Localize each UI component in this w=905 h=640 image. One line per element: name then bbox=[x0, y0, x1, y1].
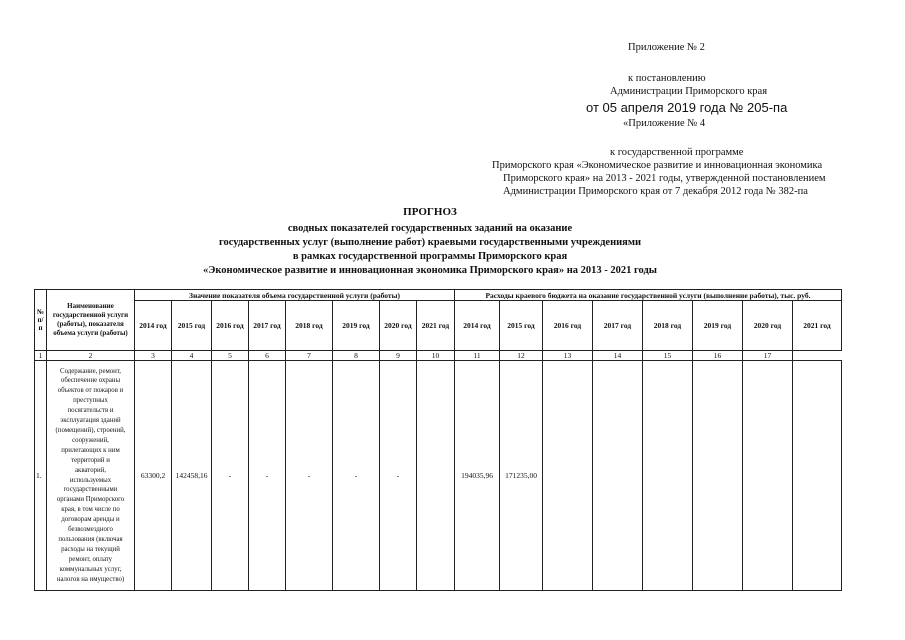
header-year: 2017 год bbox=[249, 301, 286, 351]
description-line: ремонт, оплату bbox=[68, 555, 113, 563]
title-line-1: сводных показателей государственных заданий на оказание bbox=[287, 223, 573, 234]
header-year: 2020 год bbox=[380, 301, 417, 351]
description-line: акваторий, bbox=[75, 466, 106, 474]
description-line: (помещений), строений, bbox=[55, 426, 126, 434]
column-number: 2 bbox=[47, 351, 135, 361]
decree-line-1: к постановлению bbox=[628, 73, 706, 84]
column-number: 3 bbox=[135, 351, 172, 361]
header-year: 2014 год bbox=[135, 301, 172, 351]
description-line: территорий и bbox=[71, 456, 110, 464]
value-cell bbox=[693, 361, 743, 591]
column-number: 5 bbox=[212, 351, 249, 361]
description-line: пользования (включая bbox=[58, 535, 123, 543]
column-number: 7 bbox=[286, 351, 333, 361]
table-row bbox=[35, 361, 842, 591]
description-line: сооружений, bbox=[72, 436, 109, 444]
value-cell: 142458,16 bbox=[172, 361, 212, 591]
column-number: 9 bbox=[380, 351, 417, 361]
column-number: 6 bbox=[249, 351, 286, 361]
column-number: 10 bbox=[417, 351, 455, 361]
header-num: № п/п bbox=[35, 290, 47, 351]
value-cell bbox=[643, 361, 693, 591]
column-number: 11 bbox=[455, 351, 500, 361]
description-line: государственными bbox=[63, 486, 118, 494]
program-line-2: Приморского края «Экономическое развитие и инновационная экономика bbox=[492, 160, 823, 171]
title-main: ПРОГНОЗ bbox=[403, 206, 457, 218]
decree-line-2: Администрации Приморского края bbox=[610, 86, 768, 97]
header-year: 2015 год bbox=[500, 301, 543, 351]
description-line: расходы на текущий bbox=[61, 545, 120, 553]
value-cell bbox=[593, 361, 643, 591]
appendix-4-label: «Приложение № 4 bbox=[623, 118, 706, 129]
description-line: края, в том числе по bbox=[61, 506, 120, 514]
header-year: 2019 год bbox=[333, 301, 380, 351]
row-number: 1. bbox=[35, 361, 47, 591]
column-number: 13 bbox=[543, 351, 593, 361]
document-title bbox=[130, 205, 730, 278]
row-description bbox=[47, 361, 135, 591]
column-number: 17 bbox=[743, 351, 793, 361]
title-line-3: в рамках государственной программы Приморского края bbox=[292, 251, 568, 262]
value-cell: - bbox=[333, 361, 380, 591]
description-line: органами Приморского bbox=[56, 496, 125, 504]
value-cell: - bbox=[249, 361, 286, 591]
value-cell: - bbox=[286, 361, 333, 591]
program-line-4: Администрации Приморского края от 7 декабря 2012 года № 382-па bbox=[503, 186, 808, 197]
description-line: Содержание, ремонт, bbox=[60, 367, 121, 375]
value-cell: 171235,00 bbox=[500, 361, 543, 591]
description-line: налогов на имущество) bbox=[56, 575, 125, 583]
header-year: 2016 год bbox=[212, 301, 249, 351]
column-number: 12 bbox=[500, 351, 543, 361]
header-year: 2016 год bbox=[543, 301, 593, 351]
header-volume-group: Значение показателя объема государственной услуги (работы) bbox=[135, 290, 455, 301]
description-line: объектов от пожаров и bbox=[57, 387, 124, 395]
description-line: коммунальных услуг, bbox=[59, 565, 122, 573]
value-cell: - bbox=[212, 361, 249, 591]
description-line: посягательств и bbox=[67, 407, 114, 415]
value-cell bbox=[417, 361, 455, 591]
value-cell: 194035,96 bbox=[455, 361, 500, 591]
header-year: 2019 год bbox=[693, 301, 743, 351]
header-year: 2018 год bbox=[643, 301, 693, 351]
header-year: 2014 год bbox=[455, 301, 500, 351]
description-line: преступных bbox=[73, 397, 108, 405]
title-line-4: «Экономическое развитие и инновационная экономика Приморского края» на 2013 - 2021 годы bbox=[203, 265, 657, 276]
title-line-2: государственных услуг (выполнение работ) краевыми государственными учреждениями bbox=[218, 237, 642, 248]
description-line: безвозмездного bbox=[68, 526, 113, 534]
program-line-3: Приморского края» на 2013 - 2021 годы, утвержденной постановлением bbox=[503, 173, 826, 184]
value-cell: 63300,2 bbox=[135, 361, 172, 591]
header-year: 2017 год bbox=[593, 301, 643, 351]
header-year: 2021 год bbox=[417, 301, 455, 351]
value-cell bbox=[543, 361, 593, 591]
column-number: 1 bbox=[35, 351, 47, 361]
column-number: 15 bbox=[643, 351, 693, 361]
column-number: 14 bbox=[593, 351, 643, 361]
column-number: 16 bbox=[693, 351, 743, 361]
value-cell bbox=[743, 361, 793, 591]
column-number: 8 bbox=[333, 351, 380, 361]
description-line: договорам аренды и bbox=[61, 516, 120, 524]
value-cell: - bbox=[380, 361, 417, 591]
header-year: 2018 год bbox=[286, 301, 333, 351]
appendix-2-label: Приложение № 2 bbox=[628, 42, 705, 53]
program-line-1: к государственной программе bbox=[610, 147, 744, 158]
description-line: прилегающих к ним bbox=[61, 446, 120, 454]
description-line: обеспечение охраны bbox=[60, 377, 121, 385]
forecast-table bbox=[34, 289, 842, 591]
decree-date-stamp: от 05 апреля 2019 года № 205-па bbox=[586, 100, 788, 115]
value-cell bbox=[793, 361, 842, 591]
header-expenses-group: Расходы краевого бюджета на оказание государственной услуги (выполнение работы), тыс. руб. bbox=[455, 290, 842, 301]
description-line: используемых bbox=[69, 476, 112, 484]
column-number: 4 bbox=[172, 351, 212, 361]
header-name: Наименование государственной услуги (работы), показателя объема услуги (работы) bbox=[47, 290, 135, 351]
header-year: 2015 год bbox=[172, 301, 212, 351]
header-year: 2021 год bbox=[793, 301, 842, 351]
header-year: 2020 год bbox=[743, 301, 793, 351]
description-line: эксплуатация зданий bbox=[60, 417, 121, 425]
